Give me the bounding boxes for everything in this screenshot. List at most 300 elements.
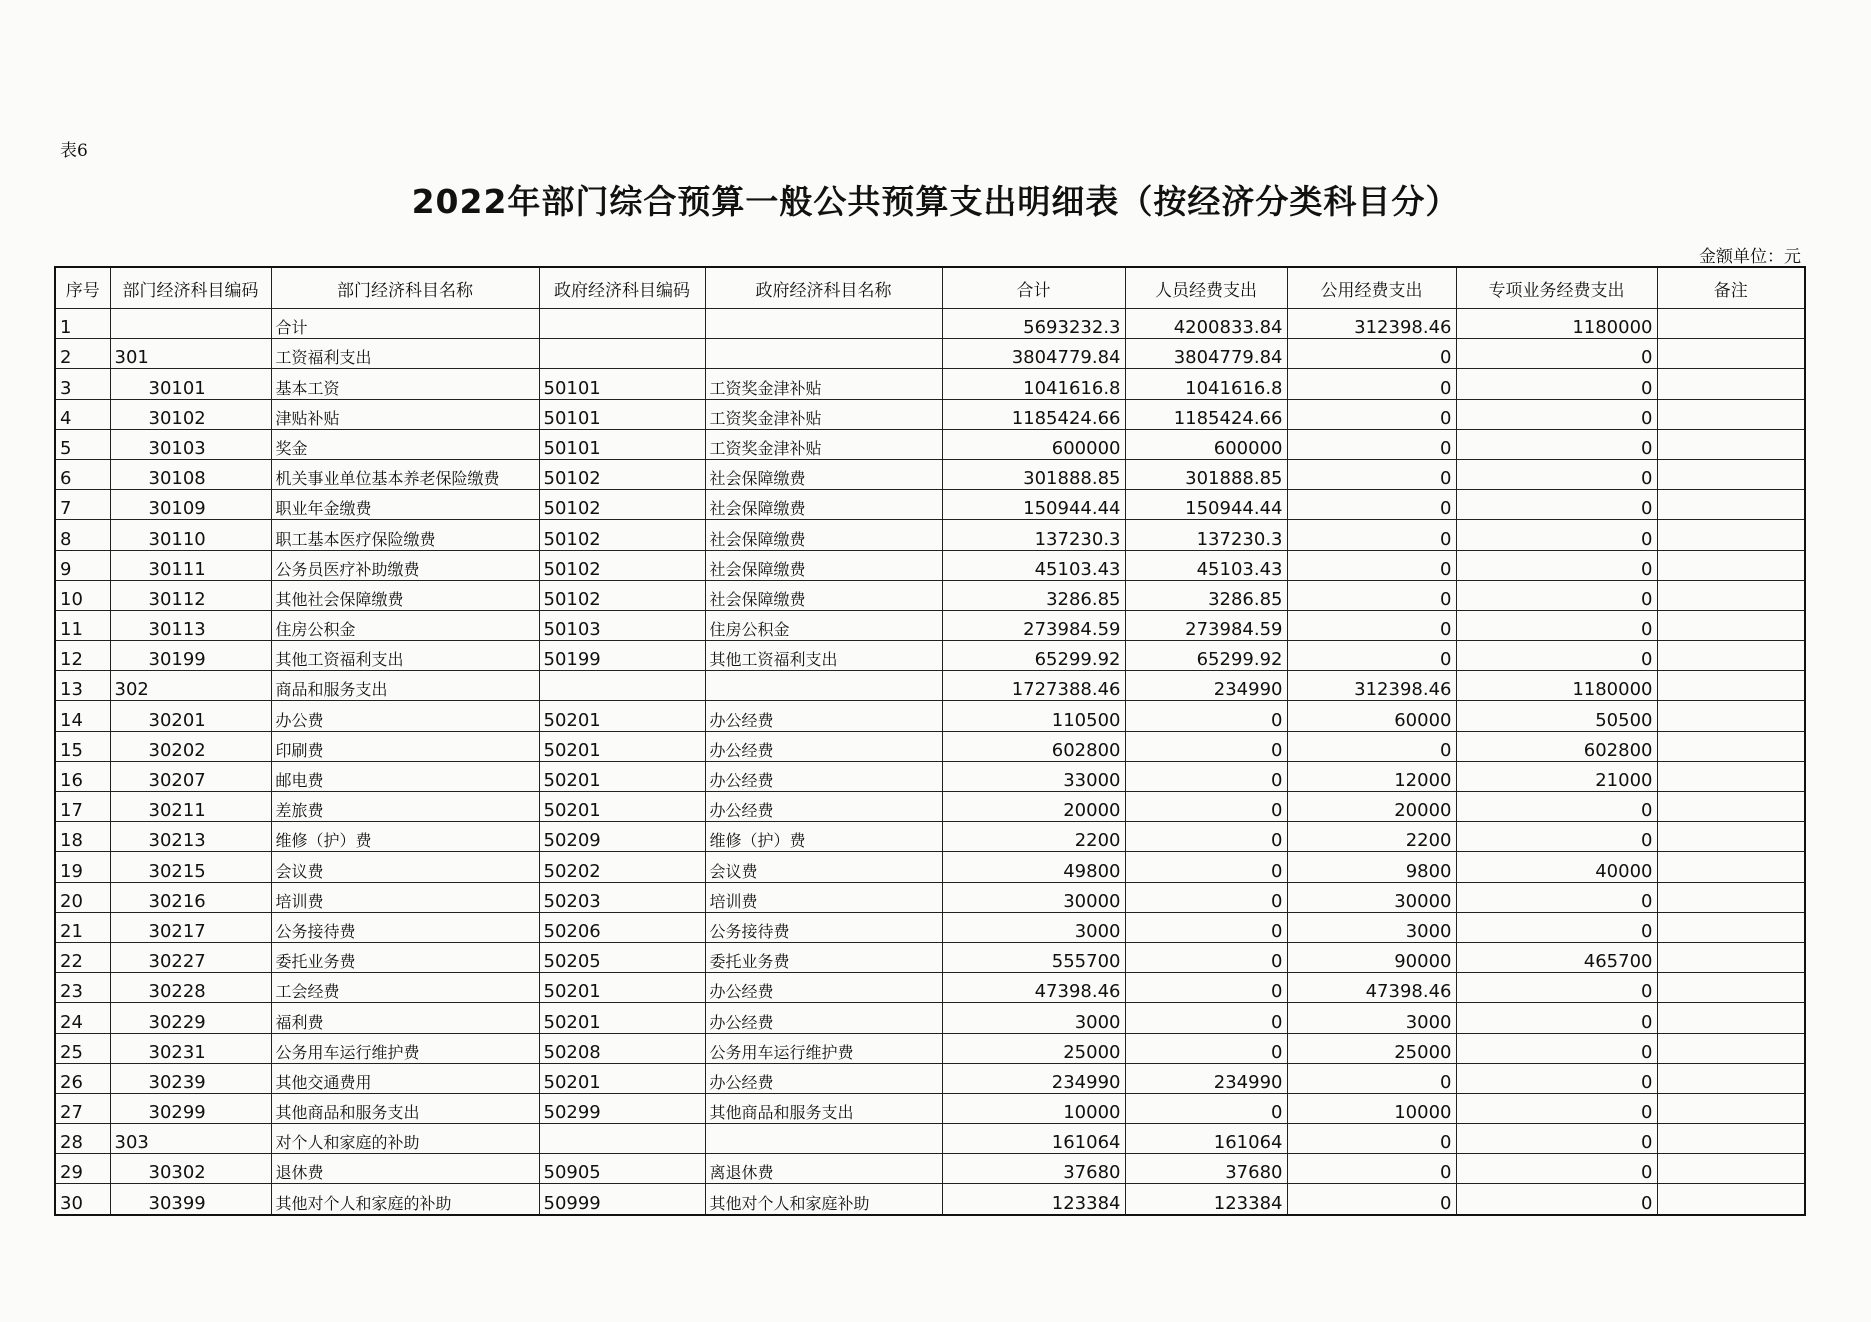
dept-code-cell: 30227 — [110, 942, 271, 972]
remarks-cell — [1657, 490, 1805, 520]
dept-code-cell: 30102 — [110, 399, 271, 429]
dept-code-cell: 30239 — [110, 1063, 271, 1093]
public-cell: 47398.46 — [1287, 973, 1456, 1003]
col-header-public: 公用经费支出 — [1287, 267, 1456, 309]
public-cell: 0 — [1287, 339, 1456, 369]
gov-code-cell: 50201 — [539, 701, 705, 731]
dept-code-cell: 30302 — [110, 1154, 271, 1184]
table-row — [55, 731, 1805, 761]
row-seq-cell: 16 — [55, 761, 110, 791]
gov-code-cell: 50905 — [539, 1154, 705, 1184]
public-cell: 20000 — [1287, 792, 1456, 822]
gov-code-cell: 50201 — [539, 1003, 705, 1033]
public-cell: 0 — [1287, 641, 1456, 671]
personnel-cell: 137230.3 — [1125, 520, 1287, 550]
gov-code-cell: 50203 — [539, 882, 705, 912]
gov-code-cell: 50201 — [539, 761, 705, 791]
dept-name-cell: 委托业务费 — [271, 942, 539, 972]
remarks-cell — [1657, 1003, 1805, 1033]
dept-name-cell: 印刷费 — [271, 731, 539, 761]
gov-code-cell: 50102 — [539, 580, 705, 610]
dept-code-cell: 30228 — [110, 973, 271, 1003]
dept-code-cell: 30103 — [110, 429, 271, 459]
dept-code-cell: 30231 — [110, 1033, 271, 1063]
col-header-remarks: 备注 — [1657, 267, 1805, 309]
gov-code-cell: 50201 — [539, 731, 705, 761]
total-cell: 110500 — [942, 701, 1125, 731]
table-row — [55, 309, 1805, 339]
row-seq-cell: 17 — [55, 792, 110, 822]
dept-name-cell: 其他对个人和家庭的补助 — [271, 1184, 539, 1215]
gov-code-cell — [539, 339, 705, 369]
dept-name-cell: 职业年金缴费 — [271, 490, 539, 520]
special-cell: 0 — [1456, 1184, 1657, 1215]
row-seq-cell: 9 — [55, 550, 110, 580]
public-cell: 30000 — [1287, 882, 1456, 912]
table-label: 表6 — [60, 141, 88, 161]
row-seq-cell: 18 — [55, 822, 110, 852]
dept-name-cell: 工会经费 — [271, 973, 539, 1003]
table-row — [55, 369, 1805, 399]
remarks-cell — [1657, 369, 1805, 399]
gov-code-cell: 50209 — [539, 822, 705, 852]
dept-code-cell: 30112 — [110, 580, 271, 610]
gov-code-cell: 50206 — [539, 912, 705, 942]
total-cell: 37680 — [942, 1154, 1125, 1184]
gov-code-cell: 50199 — [539, 641, 705, 671]
gov-name-cell: 工资奖金津补贴 — [705, 399, 942, 429]
dept-name-cell: 公务用车运行维护费 — [271, 1033, 539, 1063]
gov-code-cell: 50101 — [539, 429, 705, 459]
public-cell: 312398.46 — [1287, 671, 1456, 701]
special-cell: 1180000 — [1456, 309, 1657, 339]
special-cell: 40000 — [1456, 852, 1657, 882]
remarks-cell — [1657, 580, 1805, 610]
row-seq-cell: 11 — [55, 610, 110, 640]
dept-name-cell: 其他工资福利支出 — [271, 641, 539, 671]
special-cell: 0 — [1456, 610, 1657, 640]
total-cell: 3286.85 — [942, 580, 1125, 610]
table-row — [55, 550, 1805, 580]
table-row — [55, 339, 1805, 369]
personnel-cell: 0 — [1125, 792, 1287, 822]
remarks-cell — [1657, 610, 1805, 640]
public-cell: 0 — [1287, 490, 1456, 520]
public-cell: 0 — [1287, 520, 1456, 550]
gov-name-cell: 会议费 — [705, 852, 942, 882]
dept-name-cell: 福利费 — [271, 1003, 539, 1033]
total-cell: 1185424.66 — [942, 399, 1125, 429]
remarks-cell — [1657, 852, 1805, 882]
dept-code-cell: 30109 — [110, 490, 271, 520]
table-row — [55, 580, 1805, 610]
personnel-cell: 0 — [1125, 1093, 1287, 1123]
dept-code-cell: 302 — [110, 671, 271, 701]
dept-code-cell: 30201 — [110, 701, 271, 731]
total-cell: 49800 — [942, 852, 1125, 882]
public-cell: 60000 — [1287, 701, 1456, 731]
row-seq-cell: 22 — [55, 942, 110, 972]
total-cell: 5693232.3 — [942, 309, 1125, 339]
personnel-cell: 0 — [1125, 822, 1287, 852]
dept-name-cell: 其他商品和服务支出 — [271, 1093, 539, 1123]
special-cell: 50500 — [1456, 701, 1657, 731]
gov-name-cell: 办公经费 — [705, 973, 942, 1003]
public-cell: 12000 — [1287, 761, 1456, 791]
total-cell: 161064 — [942, 1124, 1125, 1154]
gov-name-cell: 公务用车运行维护费 — [705, 1033, 942, 1063]
dept-code-cell: 30207 — [110, 761, 271, 791]
public-cell: 3000 — [1287, 1003, 1456, 1033]
table-row — [55, 1063, 1805, 1093]
special-cell: 0 — [1456, 1093, 1657, 1123]
remarks-cell — [1657, 792, 1805, 822]
gov-name-cell: 维修（护）费 — [705, 822, 942, 852]
total-cell: 10000 — [942, 1093, 1125, 1123]
row-seq-cell: 24 — [55, 1003, 110, 1033]
dept-code-cell: 30217 — [110, 912, 271, 942]
special-cell: 0 — [1456, 339, 1657, 369]
table-row — [55, 1154, 1805, 1184]
special-cell: 0 — [1456, 369, 1657, 399]
row-seq-cell: 28 — [55, 1124, 110, 1154]
gov-name-cell: 办公经费 — [705, 792, 942, 822]
gov-code-cell: 50205 — [539, 942, 705, 972]
total-cell: 3000 — [942, 912, 1125, 942]
gov-name-cell: 工资奖金津补贴 — [705, 429, 942, 459]
row-seq-cell: 10 — [55, 580, 110, 610]
row-seq-cell: 2 — [55, 339, 110, 369]
row-seq-cell: 5 — [55, 429, 110, 459]
remarks-cell — [1657, 671, 1805, 701]
dept-name-cell: 办公费 — [271, 701, 539, 731]
row-seq-cell: 25 — [55, 1033, 110, 1063]
personnel-cell: 0 — [1125, 1033, 1287, 1063]
public-cell: 312398.46 — [1287, 309, 1456, 339]
total-cell: 3000 — [942, 1003, 1125, 1033]
remarks-cell — [1657, 761, 1805, 791]
dept-name-cell: 其他社会保障缴费 — [271, 580, 539, 610]
personnel-cell: 0 — [1125, 912, 1287, 942]
col-header-gov-name: 政府经济科目名称 — [705, 267, 942, 309]
table-row — [55, 1184, 1805, 1215]
public-cell: 0 — [1287, 731, 1456, 761]
special-cell: 0 — [1456, 550, 1657, 580]
dept-code-cell: 30202 — [110, 731, 271, 761]
gov-name-cell: 社会保障缴费 — [705, 520, 942, 550]
special-cell: 21000 — [1456, 761, 1657, 791]
total-cell: 234990 — [942, 1063, 1125, 1093]
row-seq-cell: 27 — [55, 1093, 110, 1123]
public-cell: 10000 — [1287, 1093, 1456, 1123]
row-seq-cell: 15 — [55, 731, 110, 761]
personnel-cell: 1041616.8 — [1125, 369, 1287, 399]
personnel-cell: 0 — [1125, 731, 1287, 761]
gov-code-cell: 50102 — [539, 520, 705, 550]
gov-code-cell: 50201 — [539, 1063, 705, 1093]
gov-code-cell: 50201 — [539, 973, 705, 1003]
dept-code-cell: 30101 — [110, 369, 271, 399]
public-cell: 9800 — [1287, 852, 1456, 882]
personnel-cell: 37680 — [1125, 1154, 1287, 1184]
table-row — [55, 520, 1805, 550]
table-row — [55, 490, 1805, 520]
public-cell: 90000 — [1287, 942, 1456, 972]
special-cell: 0 — [1456, 822, 1657, 852]
personnel-cell: 0 — [1125, 761, 1287, 791]
personnel-cell: 273984.59 — [1125, 610, 1287, 640]
public-cell: 0 — [1287, 550, 1456, 580]
gov-name-cell: 委托业务费 — [705, 942, 942, 972]
table-row — [55, 701, 1805, 731]
row-seq-cell: 7 — [55, 490, 110, 520]
gov-code-cell: 50102 — [539, 490, 705, 520]
remarks-cell — [1657, 701, 1805, 731]
table-row — [55, 973, 1805, 1003]
gov-name-cell: 培训费 — [705, 882, 942, 912]
gov-code-cell: 50102 — [539, 459, 705, 489]
special-cell: 0 — [1456, 882, 1657, 912]
col-header-dept-code: 部门经济科目编码 — [110, 267, 271, 309]
gov-name-cell: 办公经费 — [705, 731, 942, 761]
dept-name-cell: 邮电费 — [271, 761, 539, 791]
total-cell: 20000 — [942, 792, 1125, 822]
dept-name-cell: 津贴补贴 — [271, 399, 539, 429]
dept-name-cell: 公务员医疗补助缴费 — [271, 550, 539, 580]
gov-code-cell: 50999 — [539, 1184, 705, 1215]
gov-code-cell — [539, 1124, 705, 1154]
dept-name-cell: 差旅费 — [271, 792, 539, 822]
public-cell: 0 — [1287, 1184, 1456, 1215]
row-seq-cell: 8 — [55, 520, 110, 550]
dept-name-cell: 工资福利支出 — [271, 339, 539, 369]
row-seq-cell: 4 — [55, 399, 110, 429]
dept-name-cell: 维修（护）费 — [271, 822, 539, 852]
table-row — [55, 610, 1805, 640]
budget-table — [54, 266, 1806, 1216]
gov-code-cell — [539, 309, 705, 339]
col-header-seq: 序号 — [55, 267, 110, 309]
total-cell: 137230.3 — [942, 520, 1125, 550]
personnel-cell: 0 — [1125, 882, 1287, 912]
remarks-cell — [1657, 1093, 1805, 1123]
total-cell: 65299.92 — [942, 641, 1125, 671]
gov-name-cell: 社会保障缴费 — [705, 490, 942, 520]
dept-code-cell: 30111 — [110, 550, 271, 580]
personnel-cell: 161064 — [1125, 1124, 1287, 1154]
col-header-gov-code: 政府经济科目编码 — [539, 267, 705, 309]
remarks-cell — [1657, 1063, 1805, 1093]
personnel-cell: 0 — [1125, 942, 1287, 972]
remarks-cell — [1657, 942, 1805, 972]
table-row — [55, 459, 1805, 489]
personnel-cell: 234990 — [1125, 1063, 1287, 1093]
table-row — [55, 1093, 1805, 1123]
table-row — [55, 641, 1805, 671]
row-seq-cell: 1 — [55, 309, 110, 339]
special-cell: 0 — [1456, 490, 1657, 520]
dept-name-cell: 其他交通费用 — [271, 1063, 539, 1093]
public-cell: 0 — [1287, 610, 1456, 640]
personnel-cell: 0 — [1125, 1003, 1287, 1033]
gov-name-cell: 离退休费 — [705, 1154, 942, 1184]
special-cell: 0 — [1456, 792, 1657, 822]
table-row — [55, 822, 1805, 852]
gov-name-cell: 其他商品和服务支出 — [705, 1093, 942, 1123]
col-header-total: 合计 — [942, 267, 1125, 309]
dept-name-cell: 对个人和家庭的补助 — [271, 1124, 539, 1154]
dept-code-cell: 30399 — [110, 1184, 271, 1215]
dept-name-cell: 奖金 — [271, 429, 539, 459]
dept-code-cell: 303 — [110, 1124, 271, 1154]
table-row — [55, 942, 1805, 972]
personnel-cell: 3286.85 — [1125, 580, 1287, 610]
table-row — [55, 792, 1805, 822]
personnel-cell: 1185424.66 — [1125, 399, 1287, 429]
row-seq-cell: 13 — [55, 671, 110, 701]
public-cell: 0 — [1287, 1124, 1456, 1154]
public-cell: 2200 — [1287, 822, 1456, 852]
special-cell: 0 — [1456, 429, 1657, 459]
table-row — [55, 852, 1805, 882]
remarks-cell — [1657, 882, 1805, 912]
gov-name-cell — [705, 339, 942, 369]
personnel-cell: 301888.85 — [1125, 459, 1287, 489]
special-cell: 0 — [1456, 459, 1657, 489]
dept-code-cell: 30113 — [110, 610, 271, 640]
row-seq-cell: 20 — [55, 882, 110, 912]
remarks-cell — [1657, 550, 1805, 580]
gov-name-cell: 办公经费 — [705, 1003, 942, 1033]
total-cell: 30000 — [942, 882, 1125, 912]
remarks-cell — [1657, 339, 1805, 369]
dept-code-cell: 30299 — [110, 1093, 271, 1123]
public-cell: 0 — [1287, 1154, 1456, 1184]
table-row — [55, 399, 1805, 429]
row-seq-cell: 3 — [55, 369, 110, 399]
dept-code-cell: 301 — [110, 339, 271, 369]
special-cell: 0 — [1456, 1033, 1657, 1063]
row-seq-cell: 26 — [55, 1063, 110, 1093]
public-cell: 0 — [1287, 459, 1456, 489]
row-seq-cell: 12 — [55, 641, 110, 671]
gov-name-cell: 办公经费 — [705, 1063, 942, 1093]
personnel-cell: 600000 — [1125, 429, 1287, 459]
total-cell: 25000 — [942, 1033, 1125, 1063]
dept-name-cell: 退休费 — [271, 1154, 539, 1184]
total-cell: 47398.46 — [942, 973, 1125, 1003]
gov-code-cell: 50103 — [539, 610, 705, 640]
gov-name-cell: 工资奖金津补贴 — [705, 369, 942, 399]
personnel-cell: 45103.43 — [1125, 550, 1287, 580]
gov-name-cell: 社会保障缴费 — [705, 459, 942, 489]
gov-name-cell: 办公经费 — [705, 701, 942, 731]
special-cell: 0 — [1456, 1154, 1657, 1184]
total-cell: 273984.59 — [942, 610, 1125, 640]
row-seq-cell: 30 — [55, 1184, 110, 1215]
public-cell: 0 — [1287, 580, 1456, 610]
remarks-cell — [1657, 520, 1805, 550]
personnel-cell: 0 — [1125, 852, 1287, 882]
dept-code-cell: 30108 — [110, 459, 271, 489]
gov-code-cell: 50101 — [539, 369, 705, 399]
personnel-cell: 150944.44 — [1125, 490, 1287, 520]
dept-code-cell: 30199 — [110, 641, 271, 671]
gov-name-cell: 公务接待费 — [705, 912, 942, 942]
col-header-personnel: 人员经费支出 — [1125, 267, 1287, 309]
dept-name-cell: 会议费 — [271, 852, 539, 882]
col-header-dept-name: 部门经济科目名称 — [271, 267, 539, 309]
dept-name-cell: 职工基本医疗保险缴费 — [271, 520, 539, 550]
row-seq-cell: 14 — [55, 701, 110, 731]
table-header-row — [55, 267, 1805, 309]
gov-name-cell — [705, 671, 942, 701]
remarks-cell — [1657, 1154, 1805, 1184]
gov-code-cell: 50102 — [539, 550, 705, 580]
row-seq-cell: 6 — [55, 459, 110, 489]
gov-name-cell: 社会保障缴费 — [705, 580, 942, 610]
public-cell: 0 — [1287, 399, 1456, 429]
gov-name-cell: 其他工资福利支出 — [705, 641, 942, 671]
public-cell: 3000 — [1287, 912, 1456, 942]
dept-code-cell: 30216 — [110, 882, 271, 912]
dept-name-cell: 住房公积金 — [271, 610, 539, 640]
gov-name-cell: 住房公积金 — [705, 610, 942, 640]
dept-name-cell: 公务接待费 — [271, 912, 539, 942]
dept-code-cell: 30110 — [110, 520, 271, 550]
special-cell: 0 — [1456, 399, 1657, 429]
dept-name-cell: 商品和服务支出 — [271, 671, 539, 701]
special-cell: 0 — [1456, 1063, 1657, 1093]
personnel-cell: 234990 — [1125, 671, 1287, 701]
personnel-cell: 0 — [1125, 973, 1287, 1003]
dept-code-cell: 30213 — [110, 822, 271, 852]
total-cell: 2200 — [942, 822, 1125, 852]
remarks-cell — [1657, 912, 1805, 942]
gov-code-cell: 50202 — [539, 852, 705, 882]
personnel-cell: 123384 — [1125, 1184, 1287, 1215]
table-row — [55, 671, 1805, 701]
special-cell: 602800 — [1456, 731, 1657, 761]
total-cell: 3804779.84 — [942, 339, 1125, 369]
public-cell: 0 — [1287, 1063, 1456, 1093]
remarks-cell — [1657, 309, 1805, 339]
dept-code-cell: 30211 — [110, 792, 271, 822]
col-header-special: 专项业务经费支出 — [1456, 267, 1657, 309]
total-cell: 123384 — [942, 1184, 1125, 1215]
total-cell: 45103.43 — [942, 550, 1125, 580]
personnel-cell: 65299.92 — [1125, 641, 1287, 671]
table-row — [55, 429, 1805, 459]
dept-name-cell: 培训费 — [271, 882, 539, 912]
gov-name-cell: 其他对个人和家庭补助 — [705, 1184, 942, 1215]
remarks-cell — [1657, 429, 1805, 459]
table-row — [55, 1124, 1805, 1154]
total-cell: 33000 — [942, 761, 1125, 791]
special-cell: 0 — [1456, 580, 1657, 610]
remarks-cell — [1657, 1124, 1805, 1154]
page-title: 2022年部门综合预算一般公共预算支出明细表（按经济分类科目分） — [411, 182, 1460, 221]
special-cell: 0 — [1456, 912, 1657, 942]
gov-code-cell: 50299 — [539, 1093, 705, 1123]
gov-name-cell — [705, 1124, 942, 1154]
table-row — [55, 761, 1805, 791]
total-cell: 1041616.8 — [942, 369, 1125, 399]
special-cell: 0 — [1456, 520, 1657, 550]
row-seq-cell: 23 — [55, 973, 110, 1003]
row-seq-cell: 21 — [55, 912, 110, 942]
public-cell: 0 — [1287, 369, 1456, 399]
